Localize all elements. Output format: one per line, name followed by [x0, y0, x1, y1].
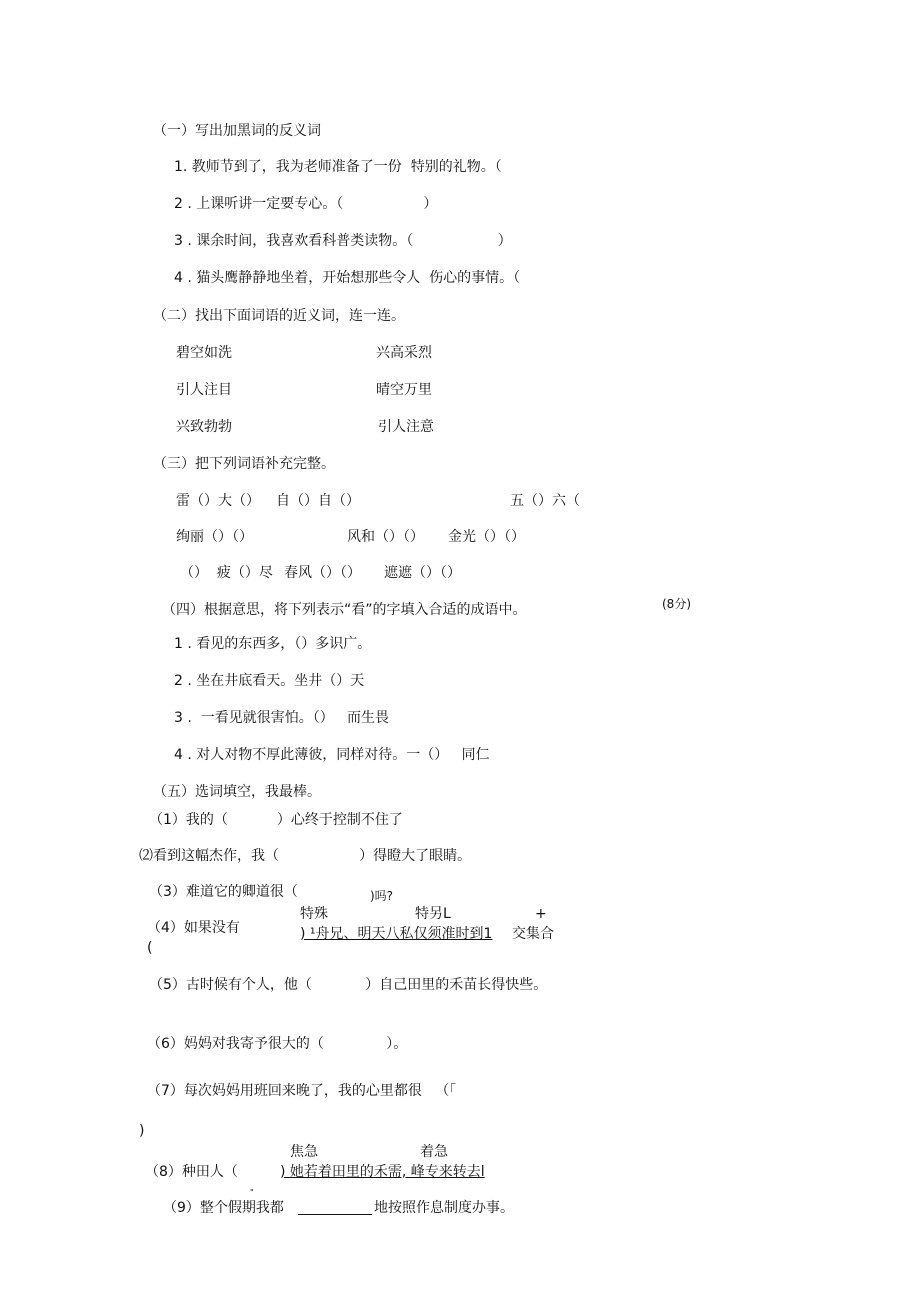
choice-word-4: 焦急 — [290, 1144, 318, 1160]
sec5-q7: （7）每次妈妈用班回来晚了，我的心里都很 （「 — [147, 1083, 457, 1099]
sec3-r2-b: 风和（）（） — [347, 529, 424, 545]
sec5-q3: （3）难道它的卿道很（ — [149, 884, 298, 900]
sec4-score: (8分) — [662, 597, 691, 611]
section-4-title: （四）根据意思，将下列表示“看”的字填入合适的成语中。 — [162, 602, 527, 618]
sec5-q1: （1）我的（ ）心终于控制不住了 — [149, 812, 403, 828]
sec3-r2-a: 绚丽（）（） — [176, 529, 253, 545]
sec2-right-1: 兴高采烈 — [376, 345, 432, 361]
sec4-item-2: 2 . 坐在井底看天。坐井（）天 — [174, 673, 365, 689]
section-1-title: （一）写出加黑词的反义词 — [153, 123, 321, 139]
sec5-q9: （9）整个假期我都 — [163, 1200, 284, 1216]
sec3-r1-c: 五（）六（ — [510, 493, 580, 509]
sec5-q6: （6）妈妈对我寄予很大的（ ）。 — [147, 1036, 408, 1052]
section-3-title: （三）把下列词语补充完整。 — [153, 456, 335, 472]
sec5-q7-close: ) — [139, 1123, 145, 1139]
section-5-title: （五）选词填空，我最棒。 — [153, 784, 321, 800]
sec1-item-2: 2 . 上课听讲一定要专心。（ ） — [174, 196, 438, 212]
sec5-q8-text: ) 她若着田里的禾需, 峰专来转去l — [280, 1164, 485, 1180]
sec4-item-4: 4 . 对人对物不厚此薄彼，同样对待。一（） 同仁 — [174, 747, 490, 763]
sec5-q2: ⑵看到这幅杰作，我（ ）得瞪大了眼睛。 — [139, 848, 472, 864]
choice-word-3: + — [535, 906, 547, 922]
sec2-right-2: 晴空万里 — [376, 382, 432, 398]
section-2-title: （二）找出下面词语的近义词，连一连。 — [153, 308, 405, 324]
sec3-r1-a: 雷（）大（） — [176, 493, 260, 509]
sec5-q5: （5）古时候有个人，他（ ）自己田里的禾苗长得快些。 — [149, 977, 548, 993]
sec2-left-1: 碧空如洗 — [176, 345, 232, 361]
sec4-item-1: 1 . 看见的东西多，（）多识广。 — [174, 636, 372, 652]
sec4-item-3: 3 . 一看见就很害怕。（） 而生畏 — [174, 710, 390, 726]
sec5-q9-blank — [298, 1214, 372, 1215]
sec5-q4-text: ) ¹舟兄、明天八私仅须准时到1 — [300, 926, 493, 942]
sec1-item-4: 4 . 猫头鹰静静地坐着，开始想那些令人 伤心的事情。（ — [174, 270, 521, 286]
sec2-left-3: 兴致勃勃 — [176, 419, 232, 435]
sec5-q9-end: 地按照作息制度办事。 — [374, 1200, 514, 1216]
sec3-r3-a: （） 疲（）尽 — [180, 565, 273, 581]
choice-word-5: 着急 — [420, 1144, 448, 1160]
sec5-q4-paren: ( — [147, 940, 153, 956]
choice-word-1: 特殊 — [300, 906, 328, 922]
sec5-q8-mark: " — [250, 1188, 254, 1197]
sec3-r1-b: 自（）自（） — [276, 493, 360, 509]
sec3-r2-c: 金光（）（） — [448, 529, 525, 545]
sec2-right-3: 引人注意 — [378, 419, 434, 435]
sec5-q4-end: 交集合 — [512, 926, 554, 942]
sec2-left-2: 引人注目 — [176, 382, 232, 398]
sec5-q3-end: )吗? — [370, 889, 394, 903]
sec3-r3-c: 遮遮（）（） — [384, 565, 461, 581]
choice-word-2: 特另L — [415, 906, 451, 922]
sec1-item-1: 1. 教师节到了，我为老师准备了一份 特别的礼物。（ — [174, 159, 502, 175]
sec5-q8: （8）种田人（ — [145, 1164, 238, 1180]
sec3-r3-b: 春风（）（） — [284, 565, 361, 581]
sec1-item-3: 3 . 课余时间，我喜欢看科普类读物。（ ） — [174, 233, 512, 249]
sec5-q4: （4）如果没有 — [147, 920, 240, 936]
